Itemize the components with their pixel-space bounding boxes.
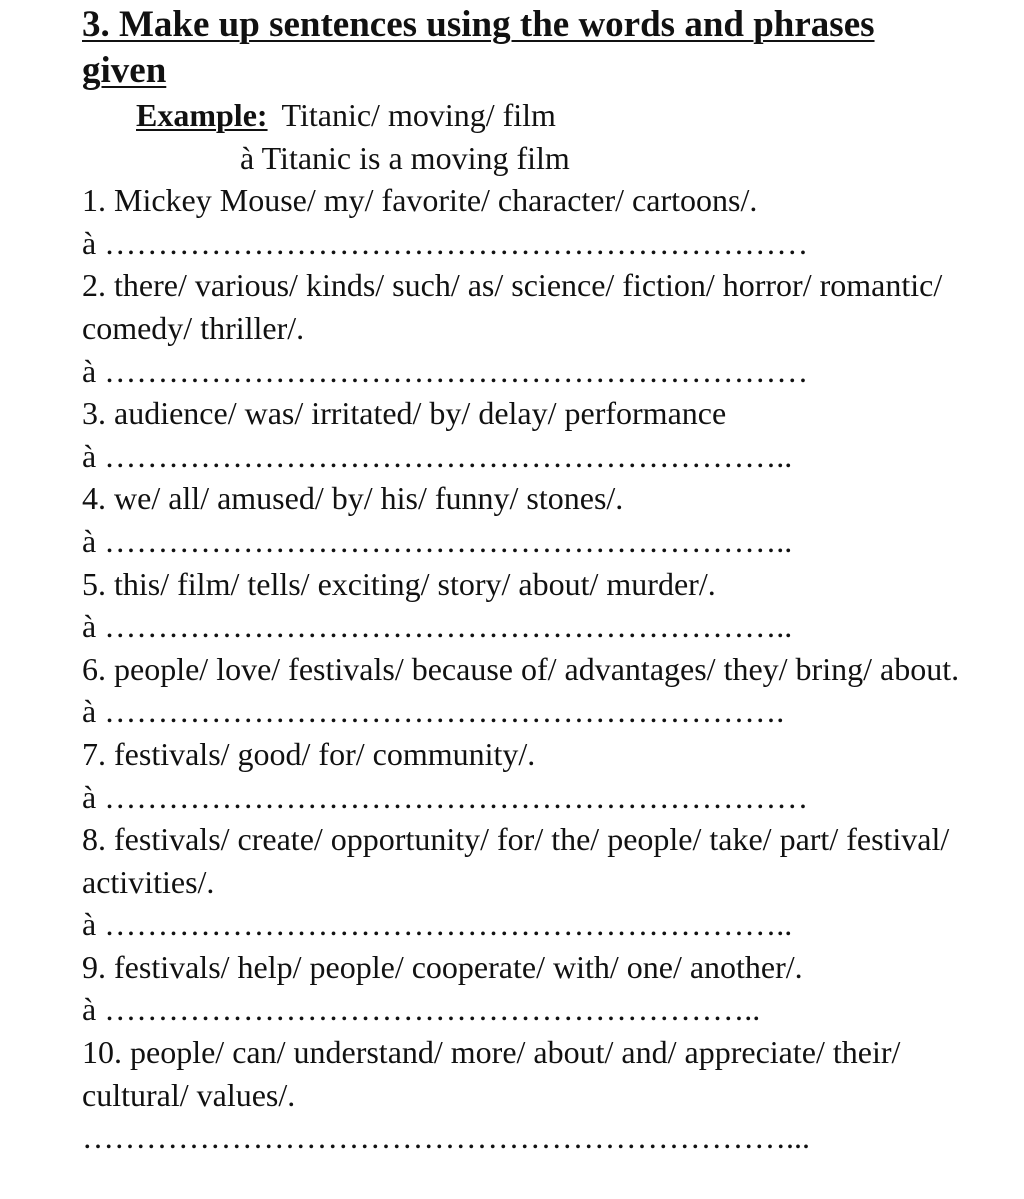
item-2-prompt: 2. there/ various/ kinds/ such/ as/ science/ fiction/ horror/ romantic/ comedy/ thriller/. xyxy=(82,267,943,346)
item-9-answer-line[interactable]: à …………………………………………………….. xyxy=(82,991,761,1028)
item-1-answer-line[interactable]: à ………………………………………………………… xyxy=(82,224,809,261)
item-5-prompt: 5. this/ film/ tells/ exciting/ story/ about/ murder/. xyxy=(82,565,716,602)
item-6-answer-line[interactable]: à ………………………………………………………. xyxy=(82,693,785,730)
item-7-answer-line[interactable]: à ………………………………………………………… xyxy=(82,778,809,815)
item-9-prompt: 9. festivals/ help/ people/ cooperate/ with/ one/ another/. xyxy=(82,948,803,985)
item-4-answer-line[interactable]: à ……………………………………………………….. xyxy=(82,522,793,559)
worksheet xyxy=(82,0,982,1159)
item-2-answer-line[interactable]: à ………………………………………………………… xyxy=(82,352,809,389)
item-3-prompt: 3. audience/ was/ irritated/ by/ delay/ performance xyxy=(82,395,727,432)
item-10-answer-line[interactable]: …………………………………………………………... xyxy=(82,1119,810,1156)
item-5-answer-line[interactable]: à ……………………………………………………….. xyxy=(82,608,793,645)
example-label: Example: xyxy=(136,97,268,133)
exercise-title: 3. Make up sentences using the words and phrases given xyxy=(82,4,875,91)
item-10-prompt: 10. people/ can/ understand/ more/ about/ and/ appreciate/ their/ cultural/ values/. xyxy=(82,1034,901,1113)
example-prompt: Titanic/ moving/ film xyxy=(281,97,556,133)
item-4-prompt: 4. we/ all/ amused/ by/ his/ funny/ stones/. xyxy=(82,480,624,517)
example-prompt-line xyxy=(82,94,982,137)
item-6-prompt: 6. people/ love/ festivals/ because of/ advantages/ they/ bring/ about. xyxy=(82,650,960,687)
example-answer: à Titanic is a moving film xyxy=(240,139,570,176)
item-7-prompt: 7. festivals/ good/ for/ community/. xyxy=(82,735,536,772)
item-8-answer-line[interactable]: à ……………………………………………………….. xyxy=(82,906,793,943)
item-3-answer-line[interactable]: à ……………………………………………………….. xyxy=(82,437,793,474)
item-8-prompt: 8. festivals/ create/ opportunity/ for/ the/ people/ take/ part/ festival/ activities/. xyxy=(82,821,950,900)
item-1-prompt: 1. Mickey Mouse/ my/ favorite/ character/ cartoons/. xyxy=(82,182,758,219)
